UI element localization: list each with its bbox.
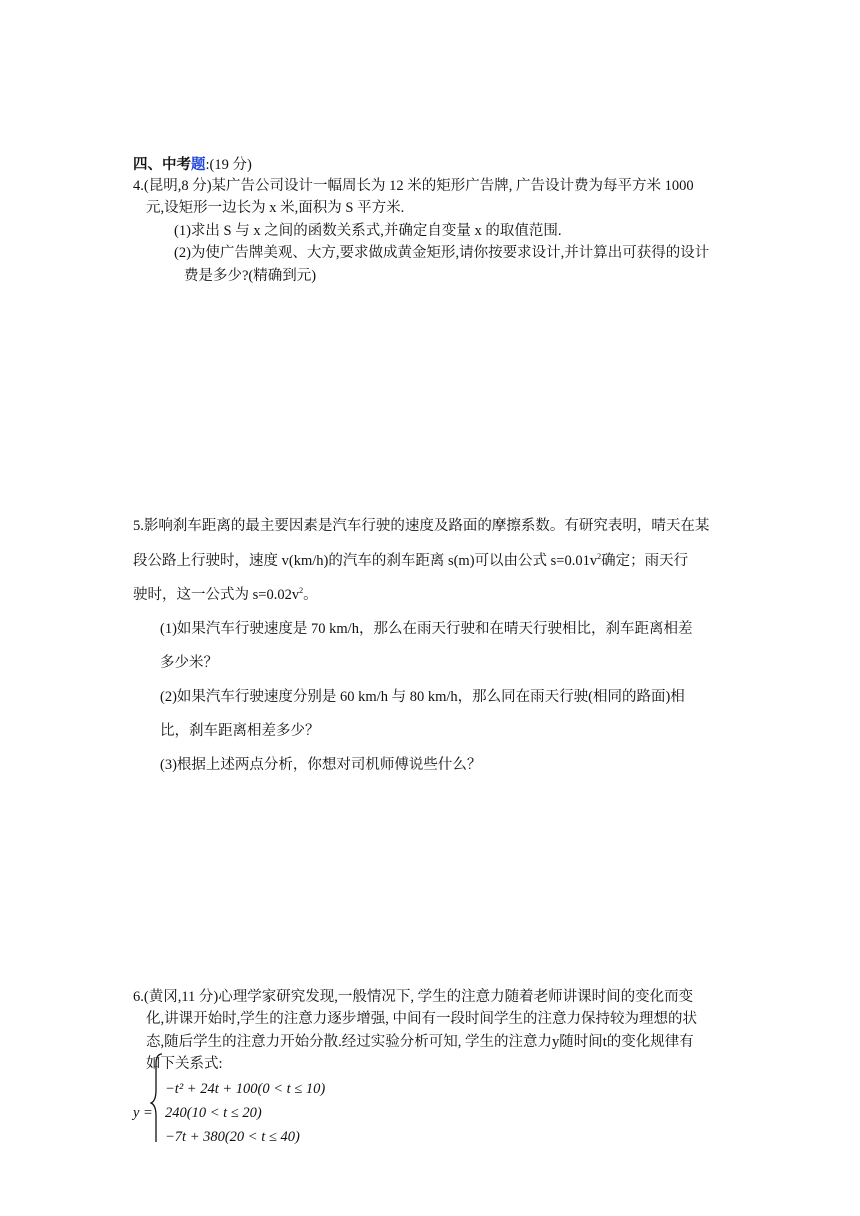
- q5-part-1-line-1: (1)如果汽车行驶速度是 70 km/h，那么在雨天行驶和在晴天行驶相比，刹车距离相差: [160, 621, 693, 637]
- formula-brace: [150, 1052, 164, 1152]
- q4-part-2-line-2: 费是多少?(精确到元): [184, 268, 317, 284]
- formula-lhs: y =: [133, 1105, 153, 1121]
- q4-part-1: (1)求出 S 与 x 之间的函数关系式,并确定自变量 x 的取值范围.: [174, 223, 562, 239]
- q4-line-1: 4.(昆明,8 分)某广告公司设计一幅周长为 12 米的矩形广告牌, 广告设计费为每平方米 1000: [133, 178, 694, 194]
- q5-line-1: 5.影响刹车距离的最主要因素是汽车行驶的速度及路面的摩擦系数。有研究表明，晴天在某: [133, 518, 710, 534]
- q5-part-2-line-2: 比，刹车距离相差多少？: [160, 723, 320, 739]
- q4-part-2-line-1: (2)为使广告牌美观、大方,要求做成黄金矩形,请你按要求设计,并计算出可获得的设计: [174, 245, 710, 261]
- q5-part-1-line-2: 多少米？: [160, 655, 218, 671]
- section-header-prefix: 四、中考: [133, 157, 191, 173]
- q5-line-2-a: 段公路上行驶时，速度 v(km/h)的汽车的刹车距离 s(m)可以由公式 s=0.01v: [133, 553, 598, 569]
- q5-line-2-b: 确定；雨天行: [601, 553, 689, 569]
- formula-case-1: −t² + 24t + 100(0 < t ≤ 10): [165, 1081, 326, 1097]
- q5-line-3-a: 驶时，这一公式为 s=0.02v: [133, 587, 300, 603]
- q5-line-2: [133, 551, 688, 571]
- q5-line-3-b: 。: [303, 587, 318, 603]
- section-header-highlight: 题: [191, 157, 206, 173]
- q6-line-2: 化,讲课开始时,学生的注意力逐步增强, 中间有一段时间学生的注意力保持较为理想的状: [146, 1011, 697, 1027]
- q5-line-3-exponent: 2: [299, 586, 304, 595]
- q4-line-2: 元,设矩形一边长为 x 米,面积为 S 平方米.: [146, 200, 405, 216]
- q5-line-2-exponent: 2: [597, 552, 602, 561]
- q6-line-3: 态,随后学生的注意力开始分散.经过实验分析可知, 学生的注意力y随时间t的变化规律有: [146, 1034, 694, 1050]
- formula-case-2: 240(10 < t ≤ 20): [165, 1105, 262, 1121]
- q6-line-4: 如下关系式:: [146, 1056, 223, 1072]
- q6-line-1: 6.(黄冈,11 分)心理学家研究发现,一般情况下, 学生的注意力随着老师讲课时间的变化而变: [133, 989, 694, 1005]
- section-header-suffix: :(19 分): [205, 157, 252, 173]
- formula-case-3: −7t + 380(20 < t ≤ 40): [165, 1129, 300, 1145]
- q5-line-3: [133, 585, 318, 605]
- q5-part-2-line-1: (2)如果汽车行驶速度分别是 60 km/h 与 80 km/h，那么同在雨天行驶(相同的路面)相: [160, 689, 685, 705]
- section-header: [133, 155, 252, 175]
- q5-part-3: (3)根据上述两点分析，你想对司机师傅说些什么？: [160, 757, 482, 773]
